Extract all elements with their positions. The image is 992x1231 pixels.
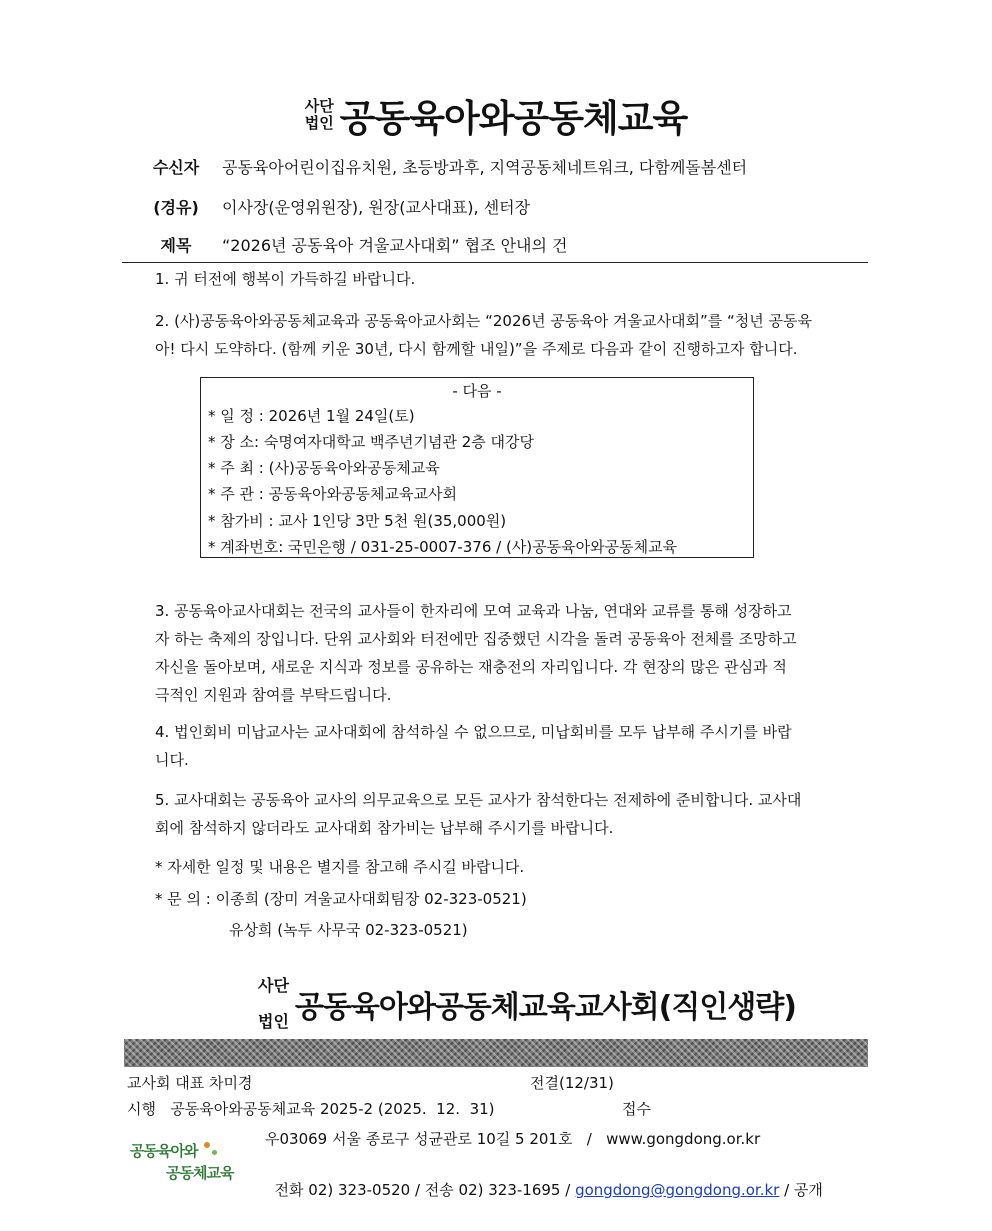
paragraph-2 (155, 307, 837, 363)
paragraph-5-line1: 5. 교사대회는 공동육아 교사의 의무교육으로 모든 교사가 참석한다는 전제하에 준비합니다. 교사대 (155, 791, 802, 809)
address: 우03069 서울 종로구 성균관로 10길 5 201호 / www.gongdong.or.kr (265, 1130, 761, 1148)
paragraph-5 (155, 786, 837, 842)
paragraph-5-line2: 회에 참석하지 않더라도 교사대회 참가비는 납부해 주시기를 바랍니다. (155, 819, 614, 837)
box-item: * 장 소: 숙명여자대학교 백주년기념관 2층 대강당 (208, 433, 535, 451)
subject-value: “2026년 공동육아 겨울교사대회” 협조 안내의 건 (222, 236, 568, 255)
recipient-value: 공동육아어린이집유치원, 초등방과후, 지역공동체네트워크, 다함께돌봄센터 (222, 158, 748, 177)
paragraph-2-line2: 아! 다시 도약하다. (함께 키운 30년, 다시 함께할 내일)”을 주제로 다음과 같이 진행하고자 합니다. (155, 340, 798, 358)
box-item: * 일 정 : 2026년 1월 24일(토) (208, 407, 415, 425)
public-status: / 공개 (779, 1181, 823, 1199)
receipt: 접수 (622, 1100, 651, 1118)
issue-info: 시행 공동육아와공동체교육 2025-2 (2025. 12. 31) (127, 1100, 495, 1118)
document-header (0, 88, 992, 142)
box-title: - 다음 - (452, 382, 502, 400)
paragraph-3-line4: 극적인 지원과 참여를 부탁드립니다. (155, 686, 392, 704)
email-link[interactable]: gongdong@gongdong.or.kr (575, 1181, 780, 1199)
via-value: 이사장(운영위원장), 원장(교사대표), 센터장 (222, 198, 531, 217)
sender-corp-line2: 법인 (258, 1012, 289, 1031)
subject-label: 제목 (160, 236, 192, 255)
logo-dot-icon (212, 1150, 217, 1155)
via-label: (경유) (153, 198, 199, 217)
org-logo (128, 1138, 238, 1186)
logo-line1: 공동육아와 (130, 1142, 198, 1160)
box-item: * 계좌번호: 국민은행 / 031-25-0007-376 / (사)공동육아와공동체교육 (208, 538, 678, 556)
phone-fax: 전화 02) 323-0520 / 전송 02) 323-1695 / (274, 1181, 576, 1199)
note-contact-2: 유상희 (녹두 사무국 02-323-0521) (229, 921, 468, 939)
corp-line1: 사단 (304, 97, 334, 115)
paragraph-3-line1: 3. 공동육아교사대회는 전국의 교사들이 한자리에 모여 교육과 나눔, 연대와 교류를 통해 성장하고 (155, 602, 792, 620)
event-details-box (200, 377, 754, 558)
box-item: * 주 관 : 공동육아와공동체교육교사회 (208, 485, 457, 503)
sender-corp-line1: 사단 (258, 976, 289, 995)
via-row (130, 195, 530, 218)
sender-corp-label (258, 968, 289, 1040)
corp-type-label (305, 98, 334, 132)
paragraph-3-line2: 자 하는 축제의 장입니다. 단위 교사회와 터전에만 집중했던 시각을 돌려 공동육아 전체를 조망하고 (155, 630, 797, 648)
box-item: * 주 최 : (사)공동육아와공동체교육 (208, 459, 440, 477)
logo-dot-icon (204, 1142, 210, 1148)
box-item: * 참가비 : 교사 1인당 3만 5천 원(35,000원) (208, 512, 507, 530)
subject-row (130, 233, 567, 256)
corp-line2: 법인 (304, 114, 334, 132)
paragraph-3 (155, 597, 837, 709)
paragraph-4-line1: 4. 법인회비 미납교사는 교사대회에 참석하실 수 없으므로, 미납회비를 모두 납부해 주시기를 바랍 (155, 723, 792, 741)
recipient-label: 수신자 (152, 158, 200, 177)
contact-line (265, 1161, 823, 1200)
paragraph-3-line3: 자신을 돌아보며, 새로운 지식과 정보를 공유하는 재충전의 자리입니다. 각 현장의 많은 관심과 적 (155, 658, 787, 676)
paragraph-1: 1. 귀 터전에 행복이 가득하길 바랍니다. (155, 270, 416, 288)
paragraph-4-line2: 니다. (155, 751, 189, 769)
logo-line2: 공동체교육 (166, 1164, 234, 1182)
paragraph-4 (155, 718, 837, 774)
org-name: 공동육아와공동체교육 (339, 97, 688, 140)
note-details: * 자세한 일정 및 내용은 별지를 참고해 주시길 바랍니다. (155, 858, 525, 876)
sender-name: 공동육아와공동체교육교사회(직인생략) (294, 990, 797, 1025)
sender-block (258, 968, 796, 1040)
note-contact: * 문 의 : 이종희 (장미 겨울교사대회팀장 02-323-0521) (155, 890, 527, 908)
header-divider (122, 262, 868, 263)
paragraph-2-line1: 2. (사)공동육아와공동체교육과 공동육아교사회는 “2026년 공동육아 겨울교사대회”를 “청년 공동육 (155, 312, 813, 330)
footer-hatch-bar (124, 1039, 868, 1067)
rep-name: 교사회 대표 차미경 (127, 1074, 253, 1092)
approval: 전결(12/31) (530, 1074, 614, 1092)
recipient-row (130, 155, 747, 178)
